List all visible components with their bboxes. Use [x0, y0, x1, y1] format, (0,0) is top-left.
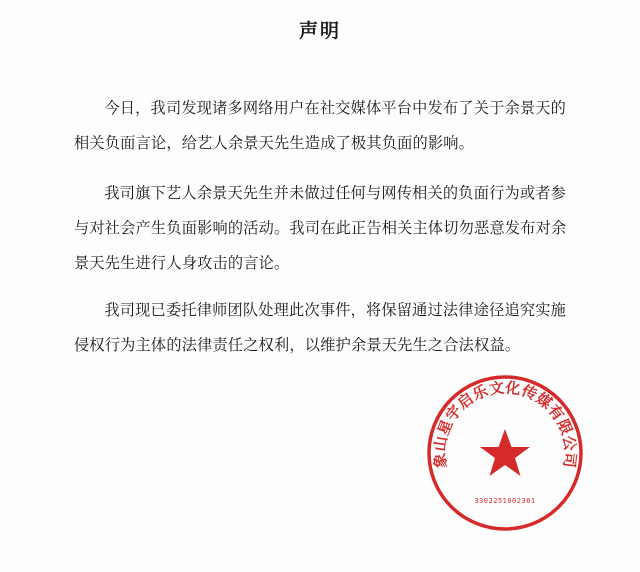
seal-company-name: 象山星宇启乐文化传媒有限公司 [430, 378, 580, 470]
paragraph-1: 今日，我司发现诸多网络用户在社交媒体平台中发布了关于余景天的相关负面言论，给艺人余景天先生造成了极其负面的影响。 [74, 99, 567, 152]
company-seal [425, 373, 585, 533]
page-title: 声明 [298, 20, 341, 42]
paragraph-2: 我司旗下艺人余景天先生并未做过任何与网传相关的负面行为或者参与对社会产生负面影响的活动。我司在此正告相关主体切勿恶意发布对余景天先生进行人身攻击的言论。 [74, 184, 567, 272]
paragraph-3: 我司现已委托律师团队处理此次事件，将保留通过法律途径追究实施侵权行为主体的法律责任之权利，以维护余景天先生之合法权益。 [74, 301, 567, 354]
star-icon [480, 429, 530, 476]
seal-number: 3302251002361 [474, 497, 536, 505]
